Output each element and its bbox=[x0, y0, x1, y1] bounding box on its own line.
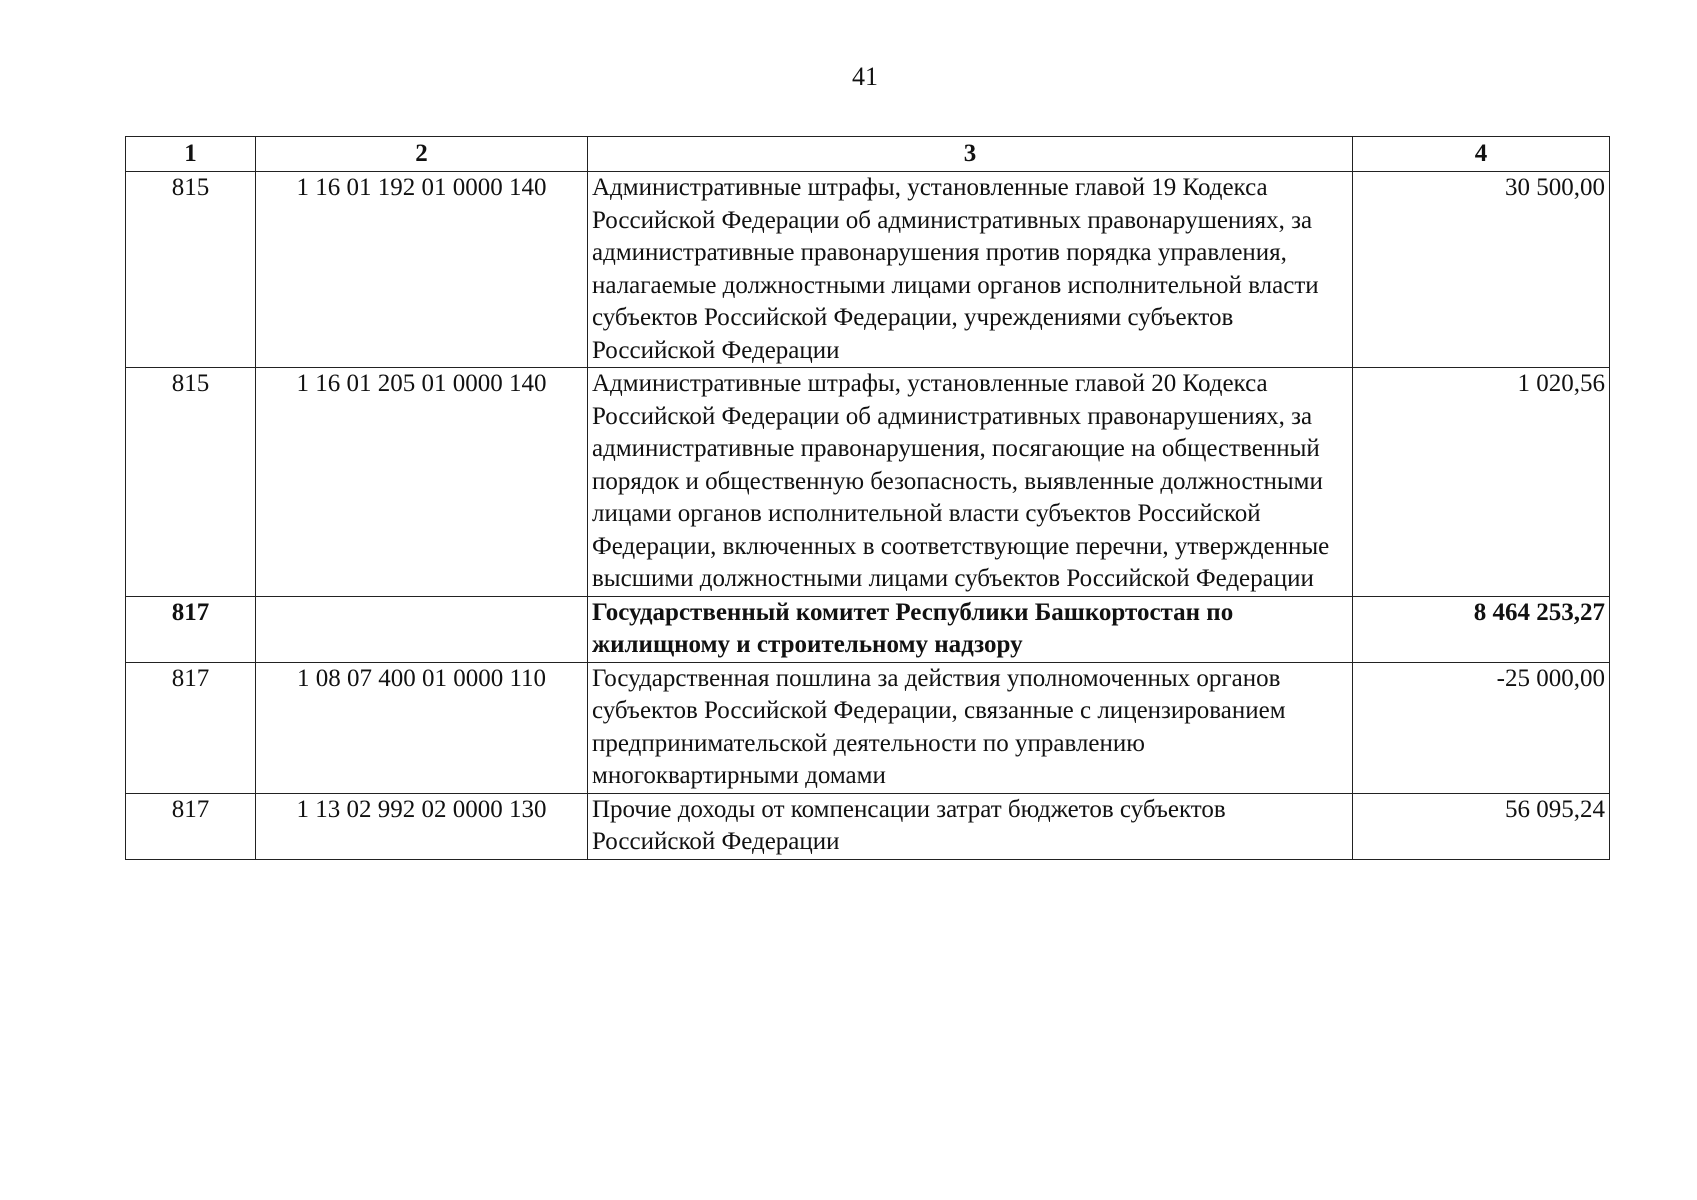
header-col-3: 3 bbox=[588, 137, 1353, 172]
table-row bbox=[126, 368, 1610, 597]
table-row bbox=[126, 172, 1610, 368]
revenue-name-cell: Прочие доходы от компенсации затрат бюджетов субъектов Российской Федерации bbox=[588, 793, 1353, 859]
revenue-code-cell: 1 16 01 192 01 0000 140 bbox=[256, 172, 588, 368]
revenue-name-cell: Государственный комитет Республики Башкортостан по жилищному и строительному надзору bbox=[588, 596, 1353, 662]
revenue-code-cell: 1 13 02 992 02 0000 130 bbox=[256, 793, 588, 859]
admin-code-cell: 817 bbox=[126, 596, 256, 662]
table-row bbox=[126, 662, 1610, 793]
revenue-code-cell bbox=[256, 596, 588, 662]
admin-code-cell: 817 bbox=[126, 793, 256, 859]
header-col-2: 2 bbox=[256, 137, 588, 172]
revenue-table bbox=[125, 136, 1610, 860]
admin-code-cell: 817 bbox=[126, 662, 256, 793]
admin-code-cell: 815 bbox=[126, 172, 256, 368]
table-row bbox=[126, 793, 1610, 859]
revenue-code-cell: 1 16 01 205 01 0000 140 bbox=[256, 368, 588, 597]
amount-cell: 56 095,24 bbox=[1353, 793, 1610, 859]
table-row-group-total bbox=[126, 596, 1610, 662]
admin-code-cell: 815 bbox=[126, 368, 256, 597]
header-col-4: 4 bbox=[1353, 137, 1610, 172]
header-col-1: 1 bbox=[126, 137, 256, 172]
revenue-name-cell: Административные штрафы, установленные главой 20 Кодекса Российской Федерации об административных правонарушениях, за административные правонарушения, посягающие на общественный порядок и общественную безопасность, выявленные должностными лицами органов исполнительной власти субъектов Российской Федерации, включенных в соответствующие перечни, утвержденные высшими должностными лицами субъектов Российской Федерации bbox=[588, 368, 1353, 597]
page-number: 41 bbox=[852, 62, 878, 91]
revenue-name-cell: Административные штрафы, установленные главой 19 Кодекса Российской Федерации об административных правонарушениях, за административные правонарушения против порядка управления, налагаемые должностными лицами органов исполнительной власти субъектов Российской Федерации, учреждениями субъектов Российской Федерации bbox=[588, 172, 1353, 368]
amount-cell: 30 500,00 bbox=[1353, 172, 1610, 368]
amount-cell: 1 020,56 bbox=[1353, 368, 1610, 597]
revenue-name-cell: Государственная пошлина за действия уполномоченных органов субъектов Российской Федерации, связанные с лицензированием предпринимательской деятельности по управлению многоквартирными домами bbox=[588, 662, 1353, 793]
amount-cell: 8 464 253,27 bbox=[1353, 596, 1610, 662]
revenue-code-cell: 1 08 07 400 01 0000 110 bbox=[256, 662, 588, 793]
amount-cell: -25 000,00 bbox=[1353, 662, 1610, 793]
table-header-row bbox=[126, 137, 1610, 172]
